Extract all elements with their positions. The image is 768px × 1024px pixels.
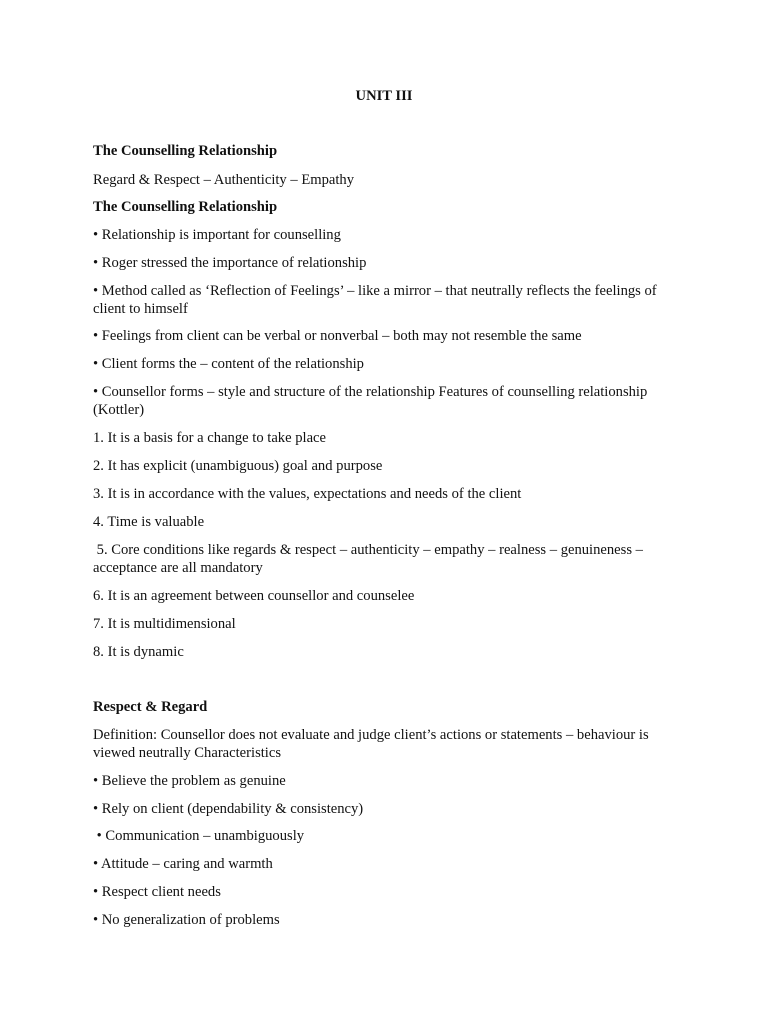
bullet-item: • Method called as ‘Reflection of Feelings’ – like a mirror – that neutrally reflects the feelings of client to himself bbox=[93, 283, 657, 317]
numbered-item: 2. It has explicit (unambiguous) goal and purpose bbox=[93, 458, 383, 474]
definition-paragraph: Definition: Counsellor does not evaluate and judge client’s actions or statements – behaviour is viewed neutrally Characteristics bbox=[93, 727, 649, 761]
bullet-item: • Attitude – caring and warmth bbox=[93, 856, 273, 872]
bullet-item: • Client forms the – content of the relationship bbox=[93, 356, 364, 372]
bullet-item: • Roger stressed the importance of relationship bbox=[93, 255, 367, 271]
numbered-item: 1. It is a basis for a change to take place bbox=[93, 430, 327, 446]
numbered-item: 3. It is in accordance with the values, expectations and needs of the client bbox=[93, 486, 522, 502]
page-title: UNIT III bbox=[355, 88, 413, 104]
numbered-item: 6. It is an agreement between counsellor and counselee bbox=[93, 588, 415, 604]
numbered-item: 7. It is multidimensional bbox=[93, 616, 236, 632]
bullet-item: • Communication – unambiguously bbox=[93, 828, 305, 844]
bullet-item: • Believe the problem as genuine bbox=[93, 773, 286, 789]
numbered-item: 8. It is dynamic bbox=[93, 644, 184, 660]
bullet-item: • Respect client needs bbox=[93, 884, 221, 900]
bullet-item: • Rely on client (dependability & consistency) bbox=[93, 801, 364, 817]
section-heading-repeat: The Counselling Relationship bbox=[93, 199, 278, 215]
bullet-item: • Counsellor forms – style and structure of the relationship Features of counselling relationship (Kottler) bbox=[93, 384, 648, 418]
numbered-item: 5. Core conditions like regards & respect – authenticity – empathy – realness – genuineness – acceptance are all mandatory bbox=[93, 542, 647, 576]
section-subtitle: Regard & Respect – Authenticity – Empathy bbox=[93, 172, 355, 188]
section-heading: The Counselling Relationship bbox=[93, 143, 278, 159]
numbered-item: 4. Time is valuable bbox=[93, 514, 205, 530]
bullet-item: • No generalization of problems bbox=[93, 912, 280, 928]
bullet-item: • Relationship is important for counselling bbox=[93, 227, 341, 243]
bullet-item: • Feelings from client can be verbal or nonverbal – both may not resemble the same bbox=[93, 328, 582, 344]
section-heading: Respect & Regard bbox=[93, 699, 208, 715]
